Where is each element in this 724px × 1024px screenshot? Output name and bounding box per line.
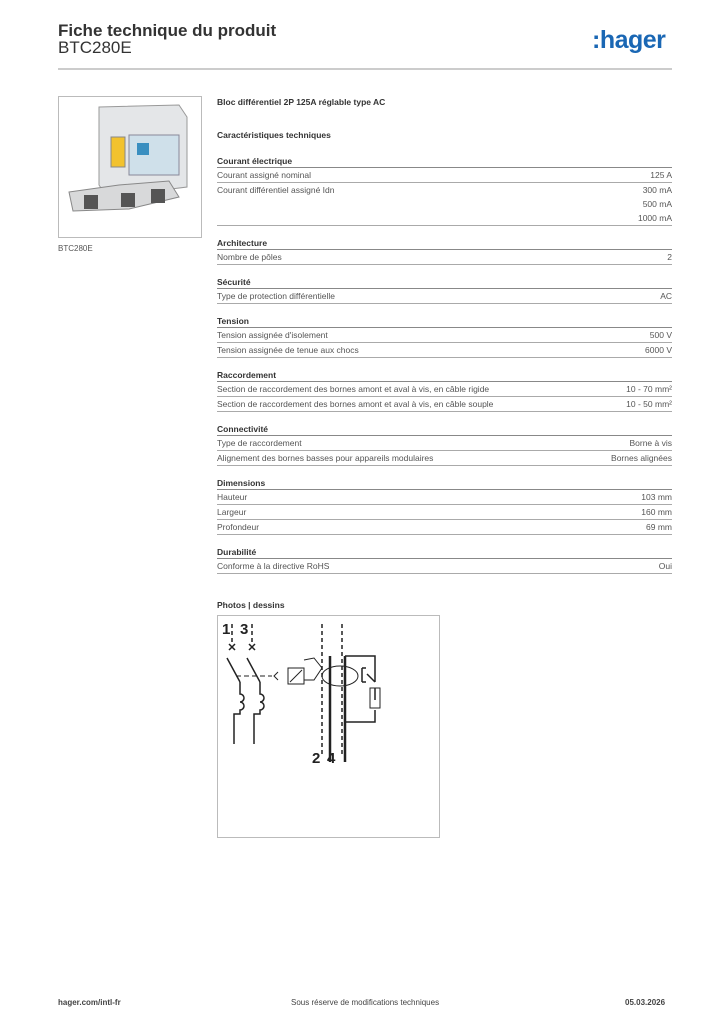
characteristics-title: Caractéristiques techniques [217, 130, 331, 140]
spec-value [626, 397, 672, 411]
spec-value [641, 505, 672, 519]
spec-value-line: 300 mA [642, 185, 672, 195]
spec-group-title: Connectivité [217, 422, 672, 436]
spec-value [646, 520, 672, 534]
product-code: BTC280E [58, 38, 132, 57]
product-description: Bloc différentiel 2P 125A réglable type AC [217, 97, 386, 107]
spec-group-title: Courant électrique [217, 154, 672, 168]
spec-value [638, 183, 672, 225]
hager-logo: :hager [592, 26, 666, 54]
spec-value-line: 160 mm [641, 507, 672, 517]
spec-value-line: 125 A [650, 170, 672, 180]
spec-content [217, 96, 672, 838]
spec-label: Tension assignée de tenue aux chocs [217, 345, 359, 355]
spec-row [217, 520, 672, 535]
spec-group [217, 154, 672, 226]
spec-label: Section de raccordement des bornes amont et aval à vis, en câble rigide [217, 384, 490, 394]
spec-value [660, 289, 672, 303]
spec-row [217, 397, 672, 412]
footer-website-link[interactable]: hager.com/intl-fr [58, 998, 121, 1007]
spec-group [217, 545, 672, 574]
spec-label: Type de raccordement [217, 438, 302, 448]
spec-label: Courant assigné nominal [217, 170, 312, 180]
terminal-1: 1 [222, 621, 231, 638]
spec-value [626, 382, 672, 396]
footer-disclaimer: Sous réserve de modifications techniques [291, 998, 440, 1007]
spec-row [217, 183, 672, 226]
spec-group-title: Dimensions [217, 476, 672, 490]
terminal-4: 4 [327, 750, 336, 767]
spec-label: Section de raccordement des bornes amont et aval à vis, en câble souple [217, 399, 494, 409]
spec-row [217, 289, 672, 304]
spec-value-line: Oui [658, 561, 672, 571]
product-caption: BTC280E [58, 244, 93, 253]
spec-value-line: Bornes alignées [611, 453, 672, 463]
spec-group-title: Raccordement [217, 368, 672, 382]
spec-label: Alignement des bornes basses pour appareils modulaires [217, 453, 434, 463]
spec-value-line: 10 - 70 mm² [626, 384, 672, 394]
spec-group [217, 368, 672, 412]
spec-value [650, 328, 672, 342]
spec-value [667, 250, 672, 264]
spec-row [217, 328, 672, 343]
spec-value [659, 559, 672, 573]
spec-row [217, 382, 672, 397]
spec-label: Largeur [217, 507, 247, 517]
spec-row [217, 559, 672, 574]
spec-value-line: 500 V [649, 330, 672, 340]
spec-group [217, 422, 672, 466]
footer-date: 05.03.2026 [625, 998, 666, 1007]
spec-group-title: Durabilité [217, 545, 672, 559]
product-image [58, 96, 202, 238]
spec-row [217, 436, 672, 451]
spec-value-line: Borne à vis [629, 438, 672, 448]
spec-row [217, 250, 672, 265]
spec-row [217, 343, 672, 358]
header-divider [58, 68, 672, 70]
spec-value-line: 10 - 50 mm² [626, 399, 672, 409]
spec-label: Nombre de pôles [217, 252, 282, 262]
spec-row [217, 505, 672, 520]
spec-value [611, 451, 672, 465]
spec-value-line: 69 mm [646, 522, 672, 532]
spec-group-title: Architecture [217, 236, 672, 250]
spec-value-line: AC [660, 291, 672, 301]
page-title: Fiche technique du produit [58, 21, 277, 40]
spec-group [217, 275, 672, 304]
spec-label: Type de protection différentielle [217, 291, 335, 301]
spec-label: Profondeur [217, 522, 260, 532]
spec-row [217, 490, 672, 505]
spec-group [217, 476, 672, 535]
terminal-3: 3 [240, 621, 249, 638]
terminal-2: 2 [312, 750, 321, 767]
photos-title: Photos | dessins [217, 600, 285, 610]
spec-row [217, 451, 672, 466]
spec-value [645, 343, 672, 357]
spec-value [629, 436, 672, 450]
spec-label: Courant différentiel assigné Idn [217, 185, 335, 195]
spec-value [650, 168, 672, 182]
spec-label: Hauteur [217, 492, 248, 502]
spec-label: Tension assignée d'isolement [217, 330, 328, 340]
spec-group [217, 236, 672, 265]
spec-group-title: Sécurité [217, 275, 672, 289]
spec-value-line: 1000 mA [637, 213, 672, 223]
spec-groups [217, 154, 672, 574]
spec-group-title: Tension [217, 314, 672, 328]
spec-value [641, 490, 672, 504]
spec-value-line: 6000 V [645, 345, 672, 355]
spec-value-line: 2 [667, 252, 672, 262]
spec-group [217, 314, 672, 358]
spec-value-line: 103 mm [641, 492, 672, 502]
wiring-diagram [217, 615, 440, 838]
spec-value-line: 500 mA [642, 199, 672, 209]
spec-label: Conforme à la directive RoHS [217, 561, 330, 571]
spec-row [217, 168, 672, 183]
